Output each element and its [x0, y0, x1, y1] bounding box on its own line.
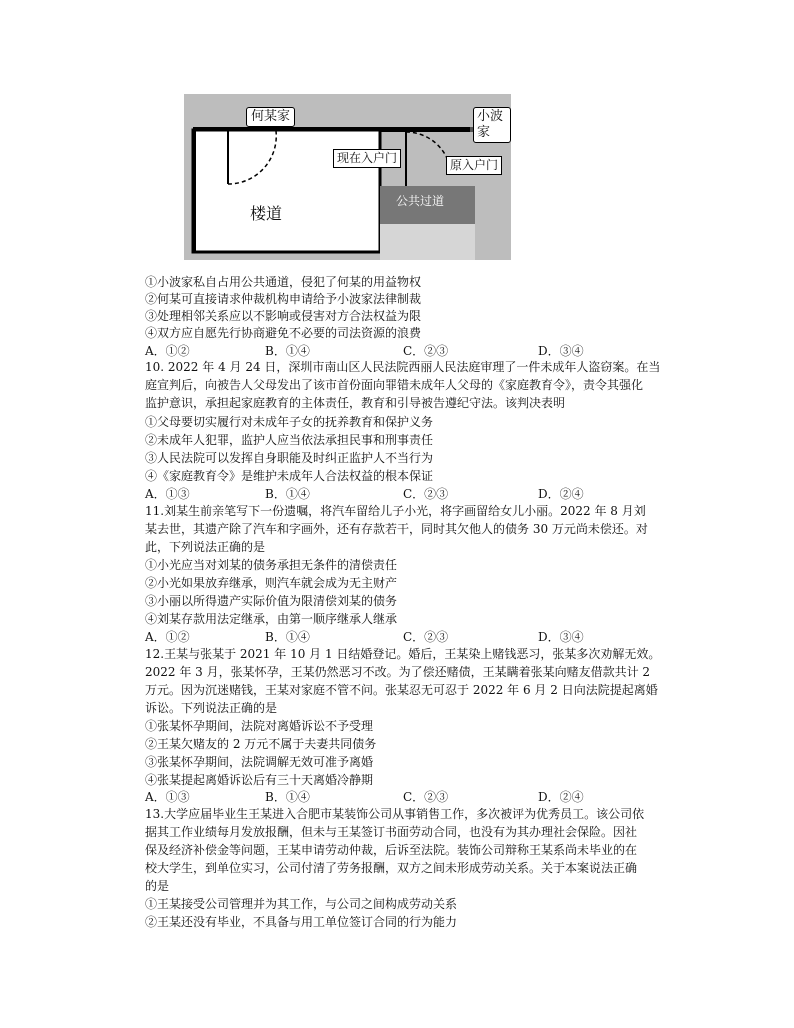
q9-statement-3: ③处理相邻关系应以不影响或侵害对方合法权益为限 — [145, 309, 422, 323]
q9-option-c: C．②③ — [403, 344, 449, 358]
q11-option-a: A．①② — [145, 630, 190, 644]
q11-statement-1: ①小光应当对刘某的债务承担无条件的清偿责任 — [145, 558, 398, 572]
q11-option-b: B．①④ — [265, 630, 310, 644]
q10-statement-2: ②未成年人犯罪，监护人应当依法承担民事和刑事责任 — [145, 433, 434, 447]
q10-statement-1: ①父母要切实履行对未成年子女的抚养教育和保护义务 — [145, 415, 434, 429]
top-wall — [380, 127, 483, 132]
q11-statement-2: ②小光如果放弃继承，则汽车就会成为无主财产 — [145, 576, 398, 590]
label-public-passage: 公共过道 — [396, 194, 445, 208]
q11-option-d: D．③④ — [538, 630, 584, 644]
q9-statement-4: ④双方应自愿先行协商避免不必要的司法资源的浪费 — [145, 326, 422, 340]
q10-option-a: A．①③ — [145, 487, 190, 501]
q11-stem-line-1: 11.刘某生前亲笔写下一份遗嘱，将汽车留给儿子小光，将字画留给女儿小丽。2022 年 8 月刘 — [145, 504, 646, 518]
floor-plan-diagram — [184, 94, 511, 260]
q13-stem-line-5: 的是 — [145, 879, 170, 893]
q12-statement-3: ③张某怀孕期间，法院调解无效可准予离婚 — [145, 755, 374, 769]
q12-stem-line-3: 万元。因为沉迷赌钱，王某对家庭不管不问。张某忍无可忍于 2022 年 6 月 2 日向法院提起离婚 — [145, 683, 658, 697]
q13-statement-1: ①王某接受公司管理并为其工作，与公司之间构成劳动关系 — [145, 897, 458, 911]
q11-stem-line-3: 此，下列说法正确的是 — [145, 540, 266, 554]
label-original-door: 原入户门 — [446, 156, 502, 175]
q13-stem-line-1: 13.大学应届毕业生王某进入合肥市某装饰公司从事销售工作，多次被评为优秀员工。该公司依 — [145, 807, 645, 821]
q12-stem-line-1: 12.王某与张某于 2021 年 10 月 1 日结婚登记。婚后，王某染上赌钱恶习，张某多次劝解无效。 — [145, 647, 661, 661]
q10-stem-line-3: 监护意识，承担起家庭教育的主体责任，教育和引导被告遵纪守法。该判决表明 — [145, 396, 566, 410]
q12-stem-line-2: 2022 年 3 月，张某怀孕，王某仍然恶习不改。为了偿还赌债，王某瞒着张某向赌友借款共计 2 — [145, 665, 651, 679]
q11-stem-line-2: 某去世，其遗产除了汽车和字画外，还有存款若干，同时其欠他人的债务 30 万元尚未偿还。对 — [145, 522, 648, 536]
q10-stem-line-2: 庭宣判后，向被告人父母发出了该市首份面向罪错未成年人父母的《家庭教育令》，责令其强化 — [145, 378, 644, 392]
q13-stem-line-3: 保及经济补偿金等问题，王某申请劳动仲裁，后诉至法院。装饰公司辩称王某系尚未毕业的在 — [145, 843, 638, 857]
q13-stem-line-2: 据其工作业绩每月发放报酬，但未与王某签订书面劳动合同，也没有为其办理社会保险。因社 — [145, 825, 638, 839]
q9-statement-1: ①小波家私自占用公共通道，侵犯了何某的用益物权 — [145, 275, 422, 289]
q12-statement-4: ④张某提起离婚诉讼后有三十天离婚冷静期 — [145, 773, 374, 787]
corridor-left-wall — [193, 127, 196, 253]
q9-option-a: A．①② — [145, 344, 190, 358]
q10-statement-3: ③人民法院可以发挥自身职能及时纠正监护人不当行为 — [145, 451, 434, 465]
floor-plan-svg — [184, 94, 511, 260]
q13-statement-2: ②王某还没有毕业，不具备与用工单位签订合同的行为能力 — [145, 915, 458, 929]
label-xiaobo-family: 小波家 — [473, 107, 511, 143]
q10-option-c: C．②③ — [403, 487, 449, 501]
q11-option-c: C．②③ — [403, 630, 449, 644]
q10-statement-4: ④《家庭教育令》是维护未成年人合法权益的根本保证 — [145, 469, 434, 483]
q12-option-b: B．①④ — [265, 790, 310, 804]
q11-statement-4: ④刘某存款用法定继承，由第一顺序继承人继承 — [145, 612, 398, 626]
q12-statement-2: ②王某欠赌友的 2 万元不属于夫妻共同债务 — [145, 737, 377, 751]
q9-statement-2: ②何某可直接请求仲裁机构申请给予小波家法律制裁 — [145, 292, 422, 306]
q12-stem-line-4: 诉讼。下列说法正确的是 — [145, 701, 278, 715]
q9-option-b: B．①④ — [265, 344, 310, 358]
q12-option-a: A．①③ — [145, 790, 190, 804]
q12-option-c: C．②③ — [403, 790, 449, 804]
q10-option-b: B．①④ — [265, 487, 310, 501]
label-he-family: 何某家 — [246, 107, 295, 127]
label-corridor: 楼道 — [250, 204, 283, 223]
q13-stem-line-4: 校大学生，到单位实习，公司付清了劳务报酬，双方之间未形成劳动关系。关于本案说法正确 — [145, 861, 638, 875]
q12-option-d: D．②④ — [538, 790, 584, 804]
corridor-top-wall — [193, 127, 380, 131]
label-current-door: 现在入户门 — [333, 149, 401, 168]
q11-statement-3: ③小丽以所得遗产实际价值为限清偿刘某的债务 — [145, 594, 398, 608]
q9-option-d: D．③④ — [538, 344, 584, 358]
q10-stem-line-1: 10. 2022 年 4 月 24 日，深圳市南山区人民法院西丽人民法庭审理了一件未成年人盗窃案。在当 — [145, 360, 661, 374]
lower-area — [380, 224, 475, 260]
q10-option-d: D．②④ — [538, 487, 584, 501]
q12-statement-1: ①张某怀孕期间，法院对离婚诉讼不予受理 — [145, 719, 374, 733]
